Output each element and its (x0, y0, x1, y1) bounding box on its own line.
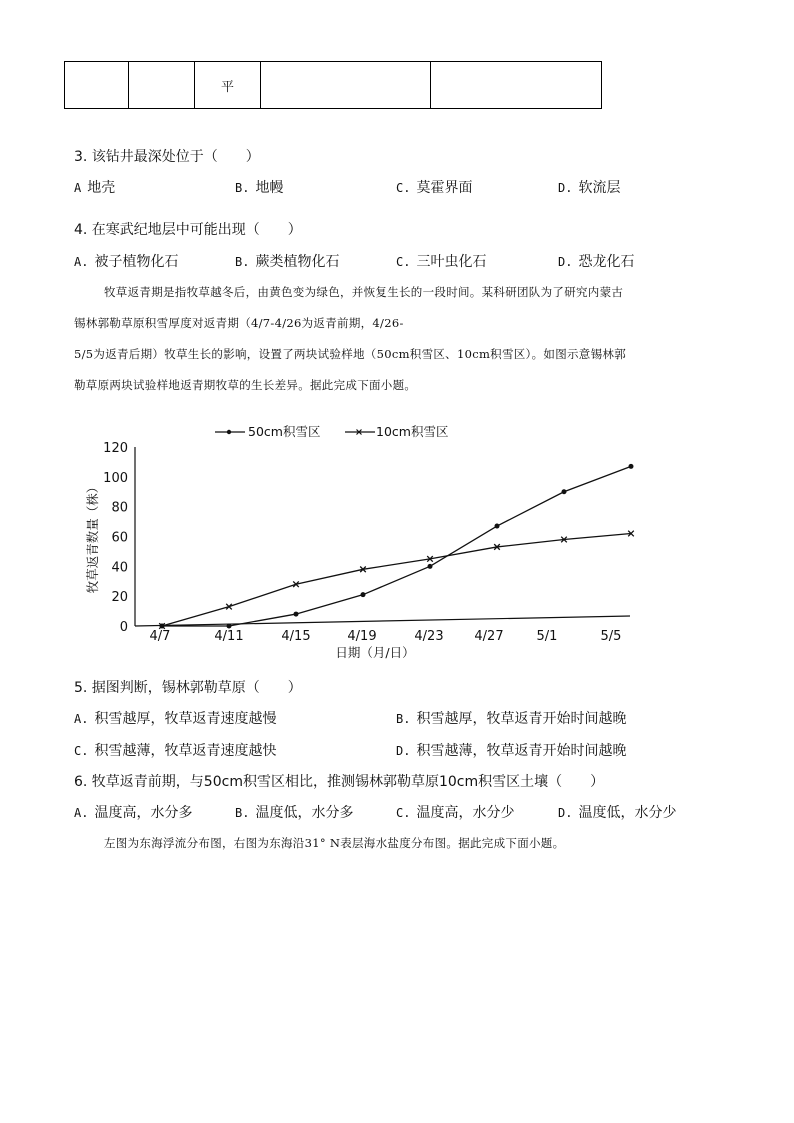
question-5-option-b[interactable] (396, 710, 626, 728)
legend-label-10cm: 10cm积雪区 (376, 424, 449, 439)
question-4-option-a[interactable] (74, 253, 178, 271)
option-letter: D. (558, 806, 573, 820)
question-6-option-a[interactable] (74, 804, 192, 822)
x-tick-label: 4/11 (214, 629, 244, 644)
data-point-dot (361, 592, 366, 597)
x-axis-title: 日期（月/日） (335, 645, 415, 660)
x-tick-label: 4/23 (414, 629, 444, 644)
question-4-stem: 4. 在寒武纪地层中可能出现（ ） (74, 222, 302, 238)
passage-1-line-3: 5/5为返青后期）牧草生长的影响，设置了两块试验样地（50cm积雪区、10cm积雪区）。如图示意锡林郭 (74, 347, 627, 361)
legend-label-50cm: 50cm积雪区 (248, 424, 321, 439)
chart-series (159, 464, 634, 629)
table-cell (261, 62, 431, 109)
y-tick-label: 40 (111, 560, 128, 576)
x-tick-label: 4/15 (281, 629, 311, 644)
question-3-option-c[interactable] (396, 179, 472, 197)
option-text: 蕨类植物化石 (255, 254, 340, 270)
passage-1-line-2: 锡林郭勒草原积雪厚度对返青期（4/7-4/26为返青前期，4/26- (74, 316, 404, 330)
table-cell (431, 62, 602, 109)
option-text: 积雪越厚，牧草返青开始时间越晚 (416, 711, 627, 727)
option-text: 莫霍界面 (416, 180, 473, 196)
question-4-option-c[interactable] (396, 253, 486, 271)
baseline-line (135, 616, 630, 626)
y-tick-label: 120 (103, 441, 128, 456)
question-6-option-c[interactable] (396, 804, 514, 822)
x-tick-label: 4/19 (347, 629, 377, 644)
option-text: 温度高，水分少 (416, 805, 515, 821)
option-letter: D. (558, 255, 573, 269)
option-letter: B. (235, 255, 250, 269)
option-letter: C. (396, 806, 411, 820)
passage-1-line-4: 勒草原两块试验样地返青期牧草的生长差异。据此完成下面小题。 (74, 378, 417, 392)
question-5-option-c[interactable] (74, 742, 276, 760)
option-text: 温度低，水分多 (255, 805, 354, 821)
option-text: 积雪越薄，牧草返青开始时间越晚 (416, 743, 627, 759)
x-tick-label: 5/5 (600, 629, 622, 644)
x-tick-label: 4/27 (474, 629, 504, 644)
data-point-dot (562, 489, 567, 494)
y-tick-label: 20 (111, 590, 128, 606)
data-point-dot (629, 464, 634, 469)
data-point-dot (495, 524, 500, 529)
y-tick-label: 80 (111, 500, 128, 516)
option-letter: C. (396, 181, 411, 195)
y-axis-title: 牧草返青数量（株） (85, 480, 100, 594)
option-text: 温度低，水分少 (578, 805, 677, 821)
table-cell: 平 (195, 62, 261, 109)
question-5-stem: 5. 据图判断，锡林郭勒草原（ ） (74, 680, 302, 696)
option-text: 积雪越厚，牧草返青速度越慢 (94, 711, 277, 727)
question-3-option-b[interactable] (235, 179, 283, 197)
y-tick-label: 100 (103, 470, 128, 486)
option-letter: D. (558, 181, 573, 195)
x-tick-label: 4/7 (149, 629, 171, 644)
option-letter: B. (235, 181, 250, 195)
question-3-option-a[interactable] (74, 179, 115, 197)
legend-marker-dot (227, 430, 231, 434)
question-5-option-a[interactable] (74, 710, 276, 728)
table-row (65, 62, 602, 109)
option-text: 积雪越薄，牧草返青速度越快 (94, 743, 277, 759)
question-6-stem: 6. 牧草返青前期，与50cm积雪区相比，推测锡林郭勒草原10cm积雪区土壤（ ） (74, 774, 605, 790)
question-5-option-d[interactable] (396, 742, 626, 760)
option-letter: A (74, 181, 82, 195)
series-line-50cm (162, 466, 631, 626)
series-line-10cm (162, 534, 631, 626)
data-point-dot (294, 612, 299, 617)
option-letter: D. (396, 744, 411, 758)
y-tick-label: 60 (111, 530, 128, 546)
passage-1-line-1: 牧草返青期是指牧草越冬后，由黄色变为绿色，并恢复生长的一段时间。某科研团队为了研究内蒙古 (104, 285, 624, 299)
option-text: 三叶虫化石 (416, 254, 487, 270)
option-text: 地壳 (87, 180, 116, 196)
data-point-dot (227, 624, 232, 629)
option-letter: A. (74, 712, 89, 726)
data-point-dot (428, 564, 433, 569)
option-text: 温度高，水分多 (94, 805, 193, 821)
option-letter: C. (396, 255, 411, 269)
y-tick-label: 0 (119, 620, 128, 635)
y-tick-labels (103, 441, 128, 635)
question-6-option-b[interactable] (235, 804, 353, 822)
chart-legend (215, 424, 448, 439)
question-3-stem: 3. 该钻井最深处位于（ ） (74, 149, 260, 165)
option-text: 软流层 (578, 180, 621, 196)
option-text: 地幔 (255, 180, 284, 196)
option-letter: C. (74, 744, 89, 758)
question-4-option-b[interactable] (235, 253, 339, 271)
option-letter: A. (74, 806, 89, 820)
option-text: 恐龙化石 (578, 254, 635, 270)
question-4-option-d[interactable] (558, 253, 634, 271)
answer-table (64, 61, 602, 109)
passage-2-line-1: 左图为东海浮流分布图，右图为东海沿31° N表层海水盐度分布图。据此完成下面小题。 (104, 836, 565, 850)
x-tick-labels (150, 629, 622, 644)
growth-line-chart (0, 410, 794, 670)
option-letter: B. (235, 806, 250, 820)
option-text: 被子植物化石 (94, 254, 179, 270)
table-cell (65, 62, 129, 109)
question-6-option-d[interactable] (558, 804, 676, 822)
x-tick-label: 5/1 (536, 629, 558, 644)
option-letter: B. (396, 712, 411, 726)
option-letter: A. (74, 255, 89, 269)
table-cell (129, 62, 195, 109)
question-3-option-d[interactable] (558, 179, 620, 197)
